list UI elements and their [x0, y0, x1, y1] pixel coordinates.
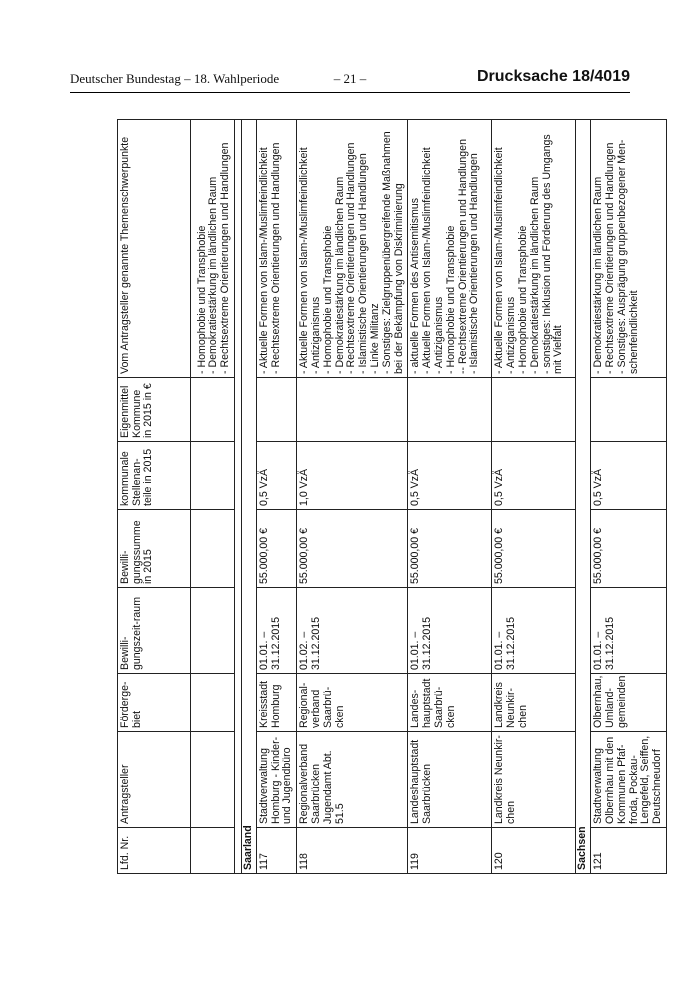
funding-table [117, 119, 667, 874]
cell-stellen: 0,5 VzÄ [408, 442, 492, 510]
topics-cell [256, 120, 296, 378]
cell-eigenmittel [408, 378, 492, 442]
cell-nr: 118 [297, 828, 408, 874]
topic-item: - Sonstiges: Zielgruppenübergreifende Maßnahmen bei der Bekämpfung von Diskriminierung [380, 131, 405, 374]
cell-gebiet: Landkreis Neunkir-chen [492, 674, 576, 732]
cell-gebiet: Landes-hauptstadt Saarbrü-cken [408, 674, 492, 732]
topic-item: - Rechtsextreme Orientierungen und Handlungen [603, 142, 616, 374]
cell-zeitraum: 01.01. – 31.12.2015 [256, 588, 296, 674]
table-rotated-wrapper [117, 120, 664, 874]
col-header-summe: Bewilli-gungssumme in 2015 [118, 510, 191, 588]
col-header-themenschwerpunkte: Vom Antragsteller genannte Themenschwerpunkte [118, 120, 191, 378]
header-drucksache-number: 4019 [594, 68, 630, 85]
topic-item: - sonstiges: Inklusion und Förderung des Umgangs mit Vielfalt [540, 134, 565, 374]
table-row [256, 120, 296, 874]
cell-stellen: 1,0 VzÄ [297, 442, 408, 510]
cell-zeitraum: 01.02. – 31.12.2015 [297, 588, 408, 674]
cell-nr: 119 [408, 828, 492, 874]
topic-item: - aktuelle Formen des Antisemitismus [409, 197, 422, 374]
page-header [70, 70, 630, 93]
cell-gebiet: Regional-verband Saarbrü-cken [297, 674, 408, 732]
col-header-nr: Lfd. Nr. [118, 828, 191, 874]
topic-item: - Demokratiestärkung im ländlichen Raum [333, 176, 346, 374]
cell-gebiet: Olbernhau, Umland-gemeinden [591, 674, 667, 732]
table-row-continuation [191, 120, 235, 874]
topic-item: - Islamistische Orientierungen und Handlungen [468, 153, 481, 374]
section-row-sachsen [576, 120, 591, 874]
cell-antragsteller: Landkreis Neunkir-chen [492, 732, 576, 828]
topic-item: - Islamistische Orientierungen und Handlungen [357, 153, 370, 374]
topic-item: - Antiziganismus [432, 296, 445, 374]
cell-stellen: 0,5 VzÄ [256, 442, 296, 510]
topic-list [259, 123, 283, 374]
topic-list [494, 123, 565, 374]
topics-cell [591, 120, 667, 378]
table-row [408, 120, 492, 874]
topic-item: - Homophobie und Transphobie [444, 225, 457, 374]
table-header-row [118, 120, 191, 874]
cell-gebiet: Kreisstadt Homburg [256, 674, 296, 732]
topic-item: - Rechtsextreme Orientierungen und Handlungen [219, 142, 232, 374]
table-row [297, 120, 408, 874]
cell-summe: 55.000,00 € [297, 510, 408, 588]
cell-nr: 117 [256, 828, 296, 874]
cell-nr: 121 [591, 828, 667, 874]
cell-summe: 55.000,00 € [256, 510, 296, 588]
cell-antragsteller: Regionalverband Saarbrücken Jugendamt Abt. 51.5 [297, 732, 408, 828]
header-drucksache [477, 68, 630, 86]
topic-item: - Aktuelle Formen von Islam-/Muslimfeindlichkeit [257, 147, 270, 374]
topic-item: - Rechtsextreme Orientierungen und Handlungen [269, 142, 282, 374]
topic-list [197, 123, 232, 374]
topic-item: - Antiziganismus [505, 296, 518, 374]
cell-summe: 55.000,00 € [408, 510, 492, 588]
topic-list [410, 123, 481, 374]
cell-summe: 55.000,00 € [591, 510, 667, 588]
cell-antragsteller: Landeshauptstadt Saarbrücken [408, 732, 492, 828]
cell-zeitraum: 01.01. – 31.12.2015 [408, 588, 492, 674]
col-header-zeitraum: Bewilli-gungszeit-raum [118, 588, 191, 674]
col-header-antragsteller: Antragsteller [118, 732, 191, 828]
topic-item: - Homophobie und Transphobie [516, 225, 529, 374]
topic-item: - Demokratiestärkung im ländlichen Raum [592, 176, 605, 374]
topic-item: - Homophobie und Transphobie [321, 225, 334, 374]
topic-item: - Demokratiestärkung im ländlichen Raum [528, 176, 541, 374]
cell-summe: 55.000,00 € [492, 510, 576, 588]
topics-cell [408, 120, 492, 378]
section-title: Sachsen [576, 120, 591, 874]
cell-antragsteller: Stadtverwaltung Homburg - Kinder- und Jugendbüro [256, 732, 296, 828]
header-page-number: – 21 – [333, 71, 367, 86]
cell-stellen: 0,5 VzÄ [492, 442, 576, 510]
cell-eigenmittel [297, 378, 408, 442]
table-row [591, 120, 667, 874]
topic-item: - Rechtsextreme Orientierungen und Handlungen [345, 142, 358, 374]
col-header-stellenanteile: kommunale Stellenan-teile in 2015 [118, 442, 191, 510]
topics-cell [191, 120, 235, 378]
topic-item: - Antiziganismus [309, 296, 322, 374]
cell-eigenmittel [492, 378, 576, 442]
topic-item: - Aktuelle Formen von Islam-/Muslimfeindlichkeit [298, 147, 311, 374]
header-drucksache-label: Drucksache 18/ [477, 68, 595, 85]
topic-item: - Aktuelle Formen von Islam-/Muslimfeindlichkeit [493, 147, 506, 374]
topic-item: - Demokratiestärkung im ländlichen Raum [207, 176, 220, 374]
topic-item: - Sonstiges: Ausprägung gruppenbezogener Men-schenfeindlichkeit [615, 139, 640, 374]
topics-cell [492, 120, 576, 378]
cell-eigenmittel [591, 378, 667, 442]
topic-item: - Aktuelle Formen von Islam-/Muslimfeindlichkeit [421, 147, 434, 374]
header-publication: Deutscher Bundestag – 18. Wahlperiode [70, 71, 280, 86]
col-header-foerdergebiet: Förderge-biet [118, 674, 191, 732]
topic-list [593, 123, 640, 374]
table-row [492, 120, 576, 874]
topic-item: -- Rechtsextreme Orientierungen und Handlungen [456, 139, 469, 374]
cell-zeitraum: 01.01. – 31.12.2015 [591, 588, 667, 674]
section-title: Saarland [242, 120, 257, 874]
topic-list [299, 123, 405, 374]
cell-zeitraum: 01.01. – 31.12.2015 [492, 588, 576, 674]
col-header-eigenmittel: Eigenmittel Kommune in 2015 in € [118, 378, 191, 442]
table-rotated [117, 120, 664, 874]
topic-item: - Homophobie und Transphobie [195, 225, 208, 374]
topics-cell [297, 120, 408, 378]
cell-antragsteller: Stadtverwaltung Olbernhau mit den Kommunen Pfaf-froda, Pockau-Lengefeld, Seiffen, Deutschneudorf [591, 732, 667, 828]
cell-eigenmittel [256, 378, 296, 442]
cell-stellen: 0,5 VzÄ [591, 442, 667, 510]
section-row-saarland [242, 120, 257, 874]
cell-nr: 120 [492, 828, 576, 874]
topic-item: - Linke Militanz [368, 303, 381, 374]
